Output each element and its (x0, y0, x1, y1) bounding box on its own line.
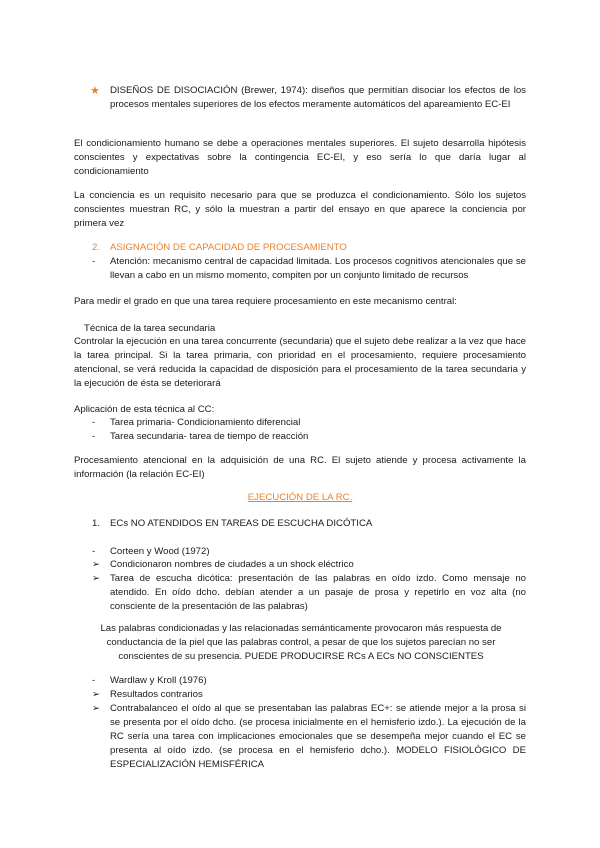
paragraph-conditioning: El condicionamiento humano se debe a operaciones mentales superiores. El sujeto desarrolla hipótesis conscientes y expectativas sobre la contingencia EC-EI, y eso sería lo que daría lugar al condicionamiento (74, 138, 526, 177)
numbered-item-number: 1. (92, 518, 101, 529)
list-item: Tarea de escucha dicótica: presentación de las palabras en oído izdo. Como mensaje no atendido. En oído dcho. debían atender a un pasaje de prosa y repetirlo en voz alta (no consciente de la presentación de las palabras) (110, 573, 526, 612)
paragraph-results: Las palabras condicionadas y las relacionadas semánticamente provocaron más respuesta de conductancia de la piel que las palabras control, a pesar de que los sujetos parecían no ser conscientes de su presencia. PUEDE PRODUCIRSE RCs A ECs NO CONSCIENTES (100, 623, 502, 662)
section-title: EJECUCIÓN DE LA RC. (247, 492, 353, 503)
secondary-task-text: Controlar la ejecución en una tarea concurrente (secundaria) que el sujeto debe realizar a la vez que hace la tarea principal. Si la tarea primaria, con prioridad en el procesamiento, requiere procesamiento atencional, se verá reducida la capacidad de disposición para el procesamiento de la tarea secundaria y la ejecución de ésta se deteriorará (74, 336, 526, 389)
list-item: Wardlaw y Kroll (1976) (110, 675, 207, 686)
dissociation-designs-text: (Brewer, 1974): diseños que permitían disociar los efectos de los procesos mentales superiores de los efectos meramente automáticos del apareamiento EC-EI (110, 85, 526, 110)
heading-2-number: 2. (92, 242, 101, 253)
arrow-bullet-icon: ➢ (92, 703, 101, 714)
numbered-item-title: ECs NO ATENDIDOS EN TAREAS DE ESCUCHA DICÓTICA (110, 518, 373, 529)
dissociation-designs-paragraph (110, 84, 526, 112)
dissociation-designs-title: DISEÑOS DE DISOCIACIÓN (110, 85, 238, 96)
arrow-bullet-icon: ➢ (92, 573, 101, 584)
arrow-bullet-icon: ➢ (92, 689, 101, 700)
secondary-task-title: Técnica de la tarea secundaria (84, 323, 216, 334)
bullet-marker: - (92, 675, 96, 686)
list-item: Contrabalanceo el oído al que se presentaban las palabras EC+: se atiende mejor a la prosa si se presenta por el oído dcho. (se procesa inicialmente en el hemisferio izdo.). La ejecución de la RC sería una tarea con implicaciones emocionales que se desempeña mejor cuando el EC se presenta al oído izdo. (se procesa en el hemisferio dcho.). MODELO FISIOLÓGICO DE ESPECIALIZACIÓN HEMISFÉRICA (110, 703, 526, 770)
dash-bullet: - (92, 431, 96, 442)
paragraph-measure: Para medir el grado en que una tarea requiere procesamiento en este mecanismo central: (74, 296, 457, 307)
paragraph-consciousness: La conciencia es un requisito necesario para que se produzca el condicionamiento. Sólo los sujetos conscientes muestran RC, y sólo la muestran a partir del ensayo en que aparece la conciencia por primera vez (74, 190, 526, 229)
application-item: Tarea primaria- Condicionamiento diferencial (110, 417, 301, 428)
star-icon: ★ (90, 85, 100, 97)
heading-2-title: ASIGNACIÓN DE CAPACIDAD DE PROCESAMIENTO (110, 242, 347, 253)
dash-bullet: - (92, 256, 96, 267)
application-title: Aplicación de esta técnica al CC: (74, 404, 215, 415)
application-item: Tarea secundaria- tarea de tiempo de reacción (110, 431, 309, 442)
arrow-bullet-icon: ➢ (92, 559, 101, 570)
bullet-marker: - (92, 546, 96, 557)
list-item: Resultados contrarios (110, 689, 203, 700)
list-item: Corteen y Wood (1972) (110, 546, 210, 557)
attention-item: Atención: mecanismo central de capacidad limitada. Los procesos cognitivos atencionales que se llevan a cabo en un mismo momento, compiten por un conjunto limitado de recursos (110, 256, 526, 281)
paragraph-attentional-processing: Procesamiento atencional en la adquisición de una RC. El sujeto atiende y procesa activamente la información (la relación EC-EI) (74, 455, 526, 480)
list-item: Condicionaron nombres de ciudades a un shock eléctrico (110, 559, 354, 570)
dash-bullet: - (92, 417, 96, 428)
